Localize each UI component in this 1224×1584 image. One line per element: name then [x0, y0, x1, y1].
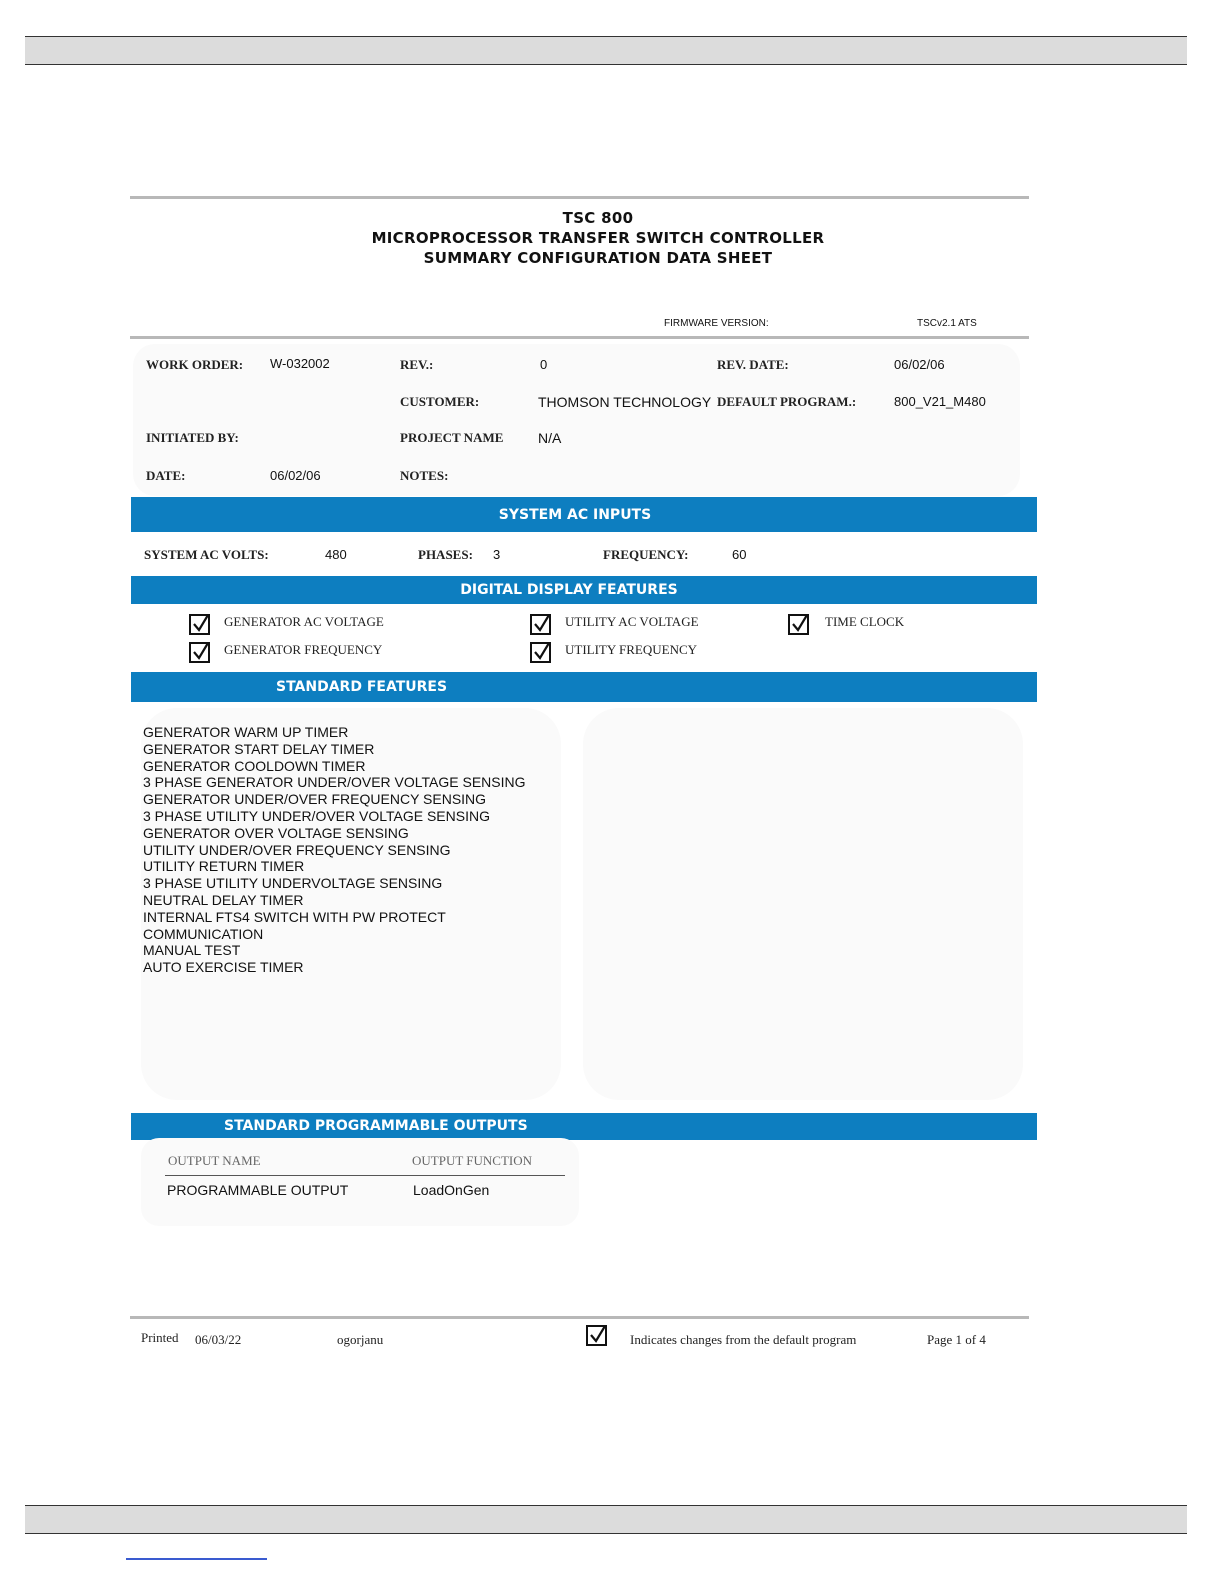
firmware-label: FIRMWARE VERSION: [664, 318, 769, 329]
project-name-value: N/A [538, 430, 562, 446]
digital-display-title: DIGITAL DISPLAY FEATURES [460, 582, 678, 598]
utility-ac-voltage-checkbox [530, 614, 551, 635]
time-clock-checkbox [788, 614, 809, 635]
customer-value: THOMSON TECHNOLOGY [538, 394, 712, 410]
frequency-value: 60 [732, 547, 747, 562]
list-item: GENERATOR COOLDOWN TIMER [143, 757, 366, 774]
generator-frequency-label: GENERATOR FREQUENCY [224, 642, 383, 657]
list-item: 3 PHASE GENERATOR UNDER/OVER VOLTAGE SENSING [143, 774, 526, 791]
outputs-header-rule [165, 1175, 565, 1176]
output-name-column-header: OUTPUT NAME [168, 1153, 261, 1168]
footer-rule [130, 1316, 1029, 1319]
generator-frequency-checkbox [189, 642, 210, 663]
top-page-bar [25, 36, 1187, 65]
page-number: Page 1 of 4 [927, 1332, 986, 1347]
list-item: COMMUNICATION [143, 925, 264, 942]
programmable-outputs-header [131, 1113, 1037, 1140]
utility-frequency-label: UTILITY FREQUENCY [565, 642, 698, 657]
programmable-outputs-title: STANDARD PROGRAMMABLE OUTPUTS [224, 1118, 528, 1134]
firmware-value: TSCv2.1 ATS [917, 318, 977, 329]
list-item: GENERATOR WARM UP TIMER [143, 724, 349, 740]
firmware-rule [130, 336, 1029, 339]
phases-value: 3 [493, 547, 501, 562]
list-item: 3 PHASE UTILITY UNDERVOLTAGE SENSING [143, 875, 443, 892]
legend-checkbox [586, 1325, 607, 1346]
list-item: INTERNAL FTS4 SWITCH WITH PW PROTECT [143, 908, 446, 925]
date-value: 06/02/06 [270, 468, 321, 483]
top-rule [130, 196, 1029, 199]
bottom-link-underline [126, 1558, 267, 1560]
printed-date: 06/03/22 [195, 1332, 242, 1347]
digital-display-header [131, 576, 1037, 604]
standard-features-header [131, 672, 1037, 702]
output-row-function: LoadOnGen [413, 1182, 490, 1198]
printed-user: ogorjanu [337, 1332, 384, 1347]
system-ac-inputs-title: SYSTEM AC INPUTS [498, 507, 652, 523]
doc-title-line2: MICROPROCESSOR TRANSFER SWITCH CONTROLLER [371, 229, 825, 247]
default-program-value: 800_V21_M480 [894, 394, 986, 409]
utility-ac-voltage-label: UTILITY AC VOLTAGE [565, 614, 699, 629]
order-info-panel [133, 344, 1020, 496]
list-item: GENERATOR OVER VOLTAGE SENSING [143, 824, 409, 841]
legend-text: Indicates changes from the default program [630, 1332, 857, 1347]
list-item: NEUTRAL DELAY TIMER [143, 891, 304, 908]
date-label: DATE: [146, 468, 186, 483]
bottom-page-bar [25, 1505, 1187, 1534]
generator-ac-voltage-checkbox [189, 614, 210, 635]
doc-title-line1: TSC 800 [562, 209, 634, 227]
standard-features-right-panel [583, 708, 1023, 1100]
work-order-label: WORK ORDER: [146, 357, 244, 372]
printed-label: Printed [141, 1330, 179, 1345]
list-item: AUTO EXERCISE TIMER [143, 959, 304, 976]
project-name-label: PROJECT NAME [400, 430, 504, 445]
rev-value: 0 [540, 357, 548, 372]
default-program-label: DEFAULT PROGRAM.: [717, 394, 857, 409]
notes-label: NOTES: [400, 468, 449, 483]
phases-label: PHASES: [418, 547, 473, 562]
list-item: UTILITY RETURN TIMER [143, 858, 305, 875]
frequency-label: FREQUENCY: [603, 547, 689, 562]
doc-title-line3: SUMMARY CONFIGURATION DATA SHEET [423, 249, 773, 267]
list-item: GENERATOR START DELAY TIMER [143, 740, 375, 757]
system-ac-volts-label: SYSTEM AC VOLTS: [144, 547, 269, 562]
utility-frequency-checkbox [530, 642, 551, 663]
output-function-column-header: OUTPUT FUNCTION [412, 1153, 533, 1168]
customer-label: CUSTOMER: [400, 394, 480, 409]
list-item: UTILITY UNDER/OVER FREQUENCY SENSING [143, 841, 451, 858]
list-item: 3 PHASE UTILITY UNDER/OVER VOLTAGE SENSING [143, 807, 490, 824]
generator-ac-voltage-label: GENERATOR AC VOLTAGE [224, 614, 384, 629]
system-ac-volts-value: 480 [325, 547, 347, 562]
time-clock-label: TIME CLOCK [825, 614, 905, 629]
rev-label: REV.: [400, 357, 434, 372]
standard-features-list [143, 724, 526, 976]
work-order-value: W-032002 [270, 356, 330, 371]
rev-date-label: REV. DATE: [717, 357, 789, 372]
system-ac-inputs-header [131, 497, 1037, 532]
standard-features-title: STANDARD FEATURES [276, 679, 448, 695]
initiated-by-label: INITIATED BY: [146, 430, 239, 445]
list-item: MANUAL TEST [143, 942, 241, 959]
rev-date-value: 06/02/06 [894, 357, 945, 372]
list-item: GENERATOR UNDER/OVER FREQUENCY SENSING [143, 791, 487, 808]
output-row-name: PROGRAMMABLE OUTPUT [167, 1182, 349, 1198]
